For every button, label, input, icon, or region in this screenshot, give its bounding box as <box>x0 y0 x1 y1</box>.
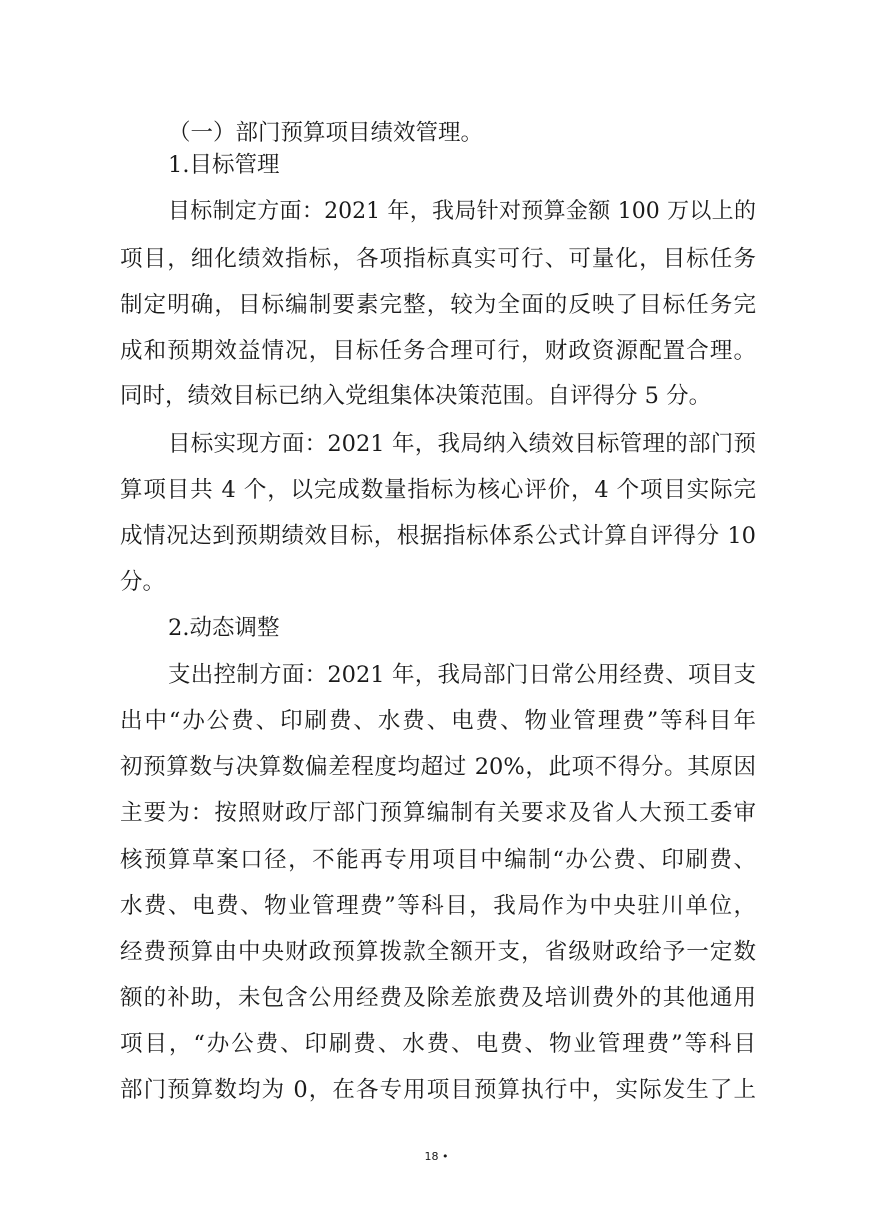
paragraph-line: 成情况达到预期绩效目标，根据指标体系公式计算自评得分 10 <box>120 523 756 549</box>
paragraph-line: 目标制定方面：2021 年，我局针对预算金额 100 万以上的 <box>168 199 756 224</box>
paragraph-line: 项目，细化绩效指标，各项指标真实可行、可量化，目标任务 <box>120 246 756 272</box>
subsection-heading: 2.动态调整 <box>168 615 280 641</box>
paragraph-line: 额的补助，未包含公用经费及除差旅费及培训费外的其他通用 <box>120 985 756 1011</box>
paragraph-line: 出中“办公费、印刷费、水费、电费、物业管理费”等科目年 <box>120 708 756 734</box>
paragraph-line: 初预算数与决算数偏差程度均超过 20%，此项不得分。其原因 <box>120 754 756 780</box>
paragraph-line: 分。 <box>120 569 166 595</box>
paragraph-line: 目标实现方面：2021 年，我局纳入绩效目标管理的部门预 <box>168 431 756 457</box>
paragraph-line: 项目，“办公费、印刷费、水费、电费、物业管理费”等科目 <box>120 1031 756 1057</box>
page-number: 18 • <box>424 1150 449 1163</box>
paragraph-line: 支出控制方面：2021 年，我局部门日常公用经费、项目支 <box>168 662 756 688</box>
subsection-heading: 1.目标管理 <box>168 152 280 178</box>
paragraph-line: 核预算草案口径，不能再专用项目中编制“办公费、印刷费、 <box>120 847 756 873</box>
paragraph-line: 算项目共 4 个，以完成数量指标为核心评价，4 个项目实际完 <box>120 477 756 503</box>
paragraph-line: 成和预期效益情况，目标任务合理可行，财政资源配置合理。 <box>120 338 756 364</box>
section-heading: （一）部门预算项目绩效管理。 <box>168 120 484 146</box>
paragraph-line: 经费预算由中央财政预算拨款全额开支，省级财政给予一定数 <box>120 939 756 965</box>
paragraph-line: 水费、电费、物业管理费”等科目，我局作为中央驻川单位， <box>120 893 756 919</box>
paragraph-line: 部门预算数均为 0，在各专用项目预算执行中，实际发生了上 <box>120 1077 756 1103</box>
paragraph-line: 制定明确，目标编制要素完整，较为全面的反映了目标任务完 <box>120 292 756 318</box>
paragraph-line: 主要为：按照财政厅部门预算编制有关要求及省人大预工委审 <box>120 800 756 826</box>
paragraph-line: 同时，绩效目标已纳入党组集体决策范围。自评得分 5 分。 <box>120 383 712 409</box>
